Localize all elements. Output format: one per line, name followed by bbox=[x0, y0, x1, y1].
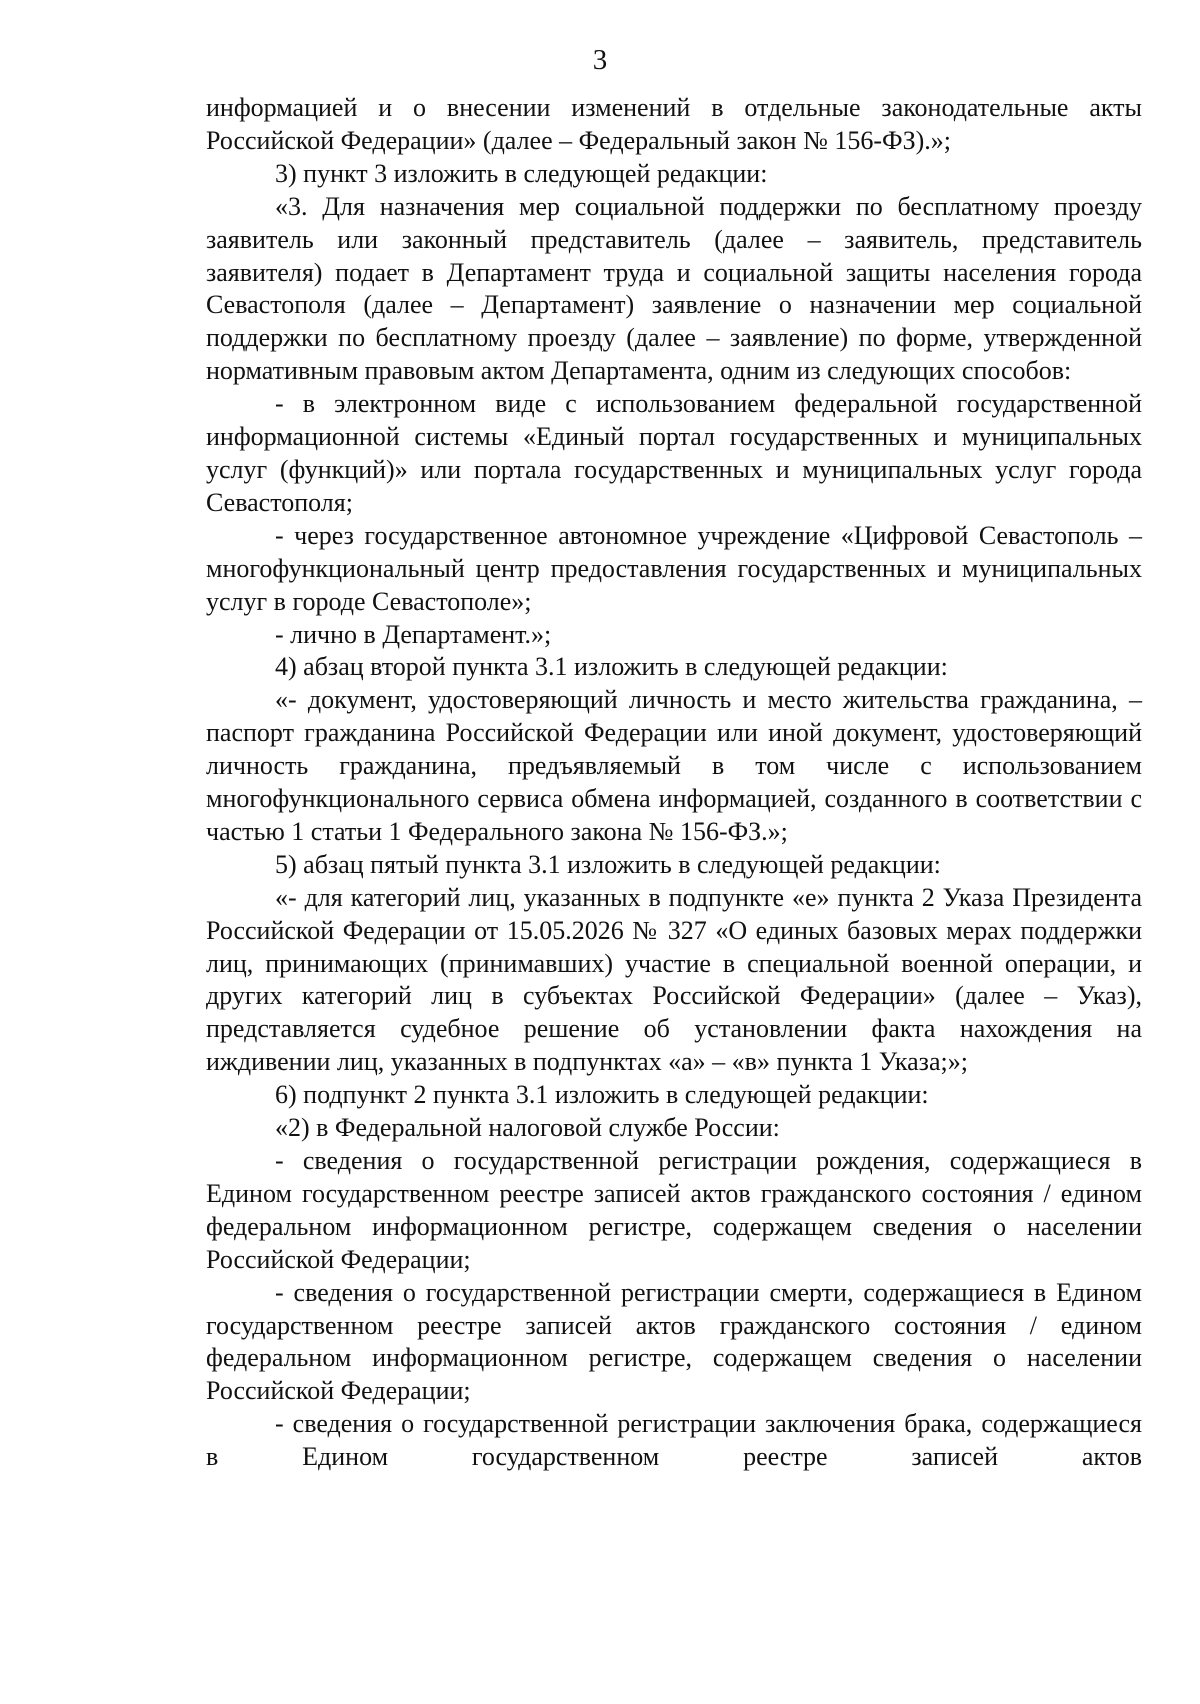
paragraph-point-3-text: «3. Для назначения мер социальной поддержки по бесплатному проезду заявитель или законный представитель (далее – заявитель, представитель заявителя) подает в Департамент труда и социальной защиты населения города Севастополя (далее – Департамент) заявление о назначении мер социальной поддержки по бесплатному проезду (далее – заявление) по форме, утвержденной нормативным правовым актом Департамента, одним из следующих способов: bbox=[206, 191, 1142, 386]
paragraph-method-personal: - лично в Департамент.»; bbox=[275, 619, 552, 649]
document-body bbox=[206, 92, 1142, 1474]
paragraph-item-5: 5) абзац пятый пункта 3.1 изложить в следующей редакции: bbox=[275, 849, 941, 879]
page-number: 3 bbox=[592, 44, 608, 76]
paragraph-court-decision: «- для категорий лиц, указанных в подпункте «е» пункта 2 Указа Президента Российской Федерации от 15.05.2026 № 327 «О единых базовых мерах поддержки лиц, принимающих (принимавших) участие в специальной военной операции, и других категорий лиц в субъектах Российской Федерации» (далее – Указ), представляется судебное решение об установлении факта нахождения на иждивении лиц, указанных в подпунктах «а» – «в» пункта 1 Указа;»; bbox=[206, 882, 1142, 1077]
paragraph-item-4: 4) абзац второй пункта 3.1 изложить в следующей редакции: bbox=[275, 652, 948, 682]
paragraph-continuation: информацией и о внесении изменений в отдельные законодательные акты Российской Федерации» (далее – Федеральный закон № 156-ФЗ).»; bbox=[206, 93, 1142, 155]
paragraph-identity-document: «- документ, удостоверяющий личность и место жительства гражданина, – паспорт гражданина Российской Федерации или иной документ, удостоверяющий личность гражданина, предъявляемый в том числе с использованием многофункционального сервиса обмена информацией, созданного в соответствии с частью 1 статьи 1 Федерального закона № 156-ФЗ.»; bbox=[206, 685, 1142, 846]
paragraph-method-mfc: - через государственное автономное учреждение «Цифровой Севастополь – многофункциональный центр предоставления государственных и муниципальных услуг в городе Севастополе»; bbox=[206, 520, 1142, 616]
paragraph-birth-registration: - сведения о государственной регистрации рождения, содержащиеся в Едином государственном реестре записей актов гражданского состояния / едином федеральном информационном регистре, содержащем сведения о населении Российской Федерации; bbox=[206, 1146, 1142, 1274]
paragraph-method-electronic: - в электронном виде с использованием федеральной государственной информационной системы «Единый портал государственных и муниципальных услуг (функций)» или портала государственных и муниципальных услуг города Севастополя; bbox=[206, 389, 1142, 517]
paragraph-item-3: 3) пункт 3 изложить в следующей редакции: bbox=[275, 158, 768, 188]
paragraph-item-6: 6) подпункт 2 пункта 3.1 изложить в следующей редакции: bbox=[275, 1080, 929, 1110]
paragraph-death-registration: - сведения о государственной регистрации смерти, содержащиеся в Едином государственном реестре записей актов гражданского состояния / едином федеральном информационном регистре, содержащем сведения о населении Российской Федерации; bbox=[206, 1277, 1142, 1406]
paragraph-tax-service: «2) в Федеральной налоговой службе России: bbox=[275, 1113, 780, 1143]
paragraph-marriage-registration: - сведения о государственной регистрации заключения брака, содержащиеся в Едином государственном реестре записей актов bbox=[206, 1409, 1142, 1472]
